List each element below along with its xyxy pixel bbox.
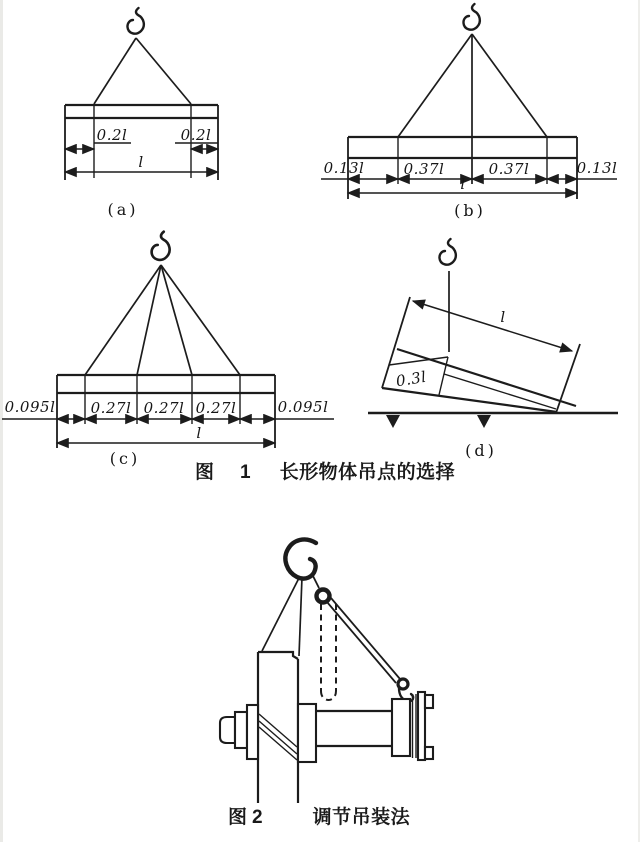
shaft-assembly (220, 692, 433, 762)
figure1-sub-b (321, 4, 617, 220)
wedge-line (259, 721, 297, 754)
dim-label-a-total: l (138, 153, 144, 171)
sling-leg-left (262, 578, 299, 651)
sub-figure-label-d: (d) (465, 441, 497, 460)
wedge-line (259, 727, 297, 760)
figure1-caption-prefix: 图 (195, 462, 215, 483)
sling-line (398, 34, 472, 137)
dim-label-c-end-right: 0.095l (277, 398, 329, 416)
crane-hook-icon-large (285, 539, 316, 578)
crane-hook-icon-b (463, 4, 479, 30)
bearing-block (392, 699, 410, 756)
figure1-caption-number: 1 (240, 462, 251, 483)
hidden-sling-loop (321, 604, 336, 700)
dim-label-c-total: l (196, 424, 202, 442)
dim-label-b-mid-left: 0.37l (403, 160, 445, 178)
dim-label-b-end-left: 0.13l (323, 159, 365, 177)
sling-leg-vertical (299, 577, 302, 656)
wedge-line (259, 714, 297, 747)
end-cap-tab-top (425, 695, 433, 708)
sub-figure-label-c: (c) (109, 449, 141, 468)
dim-label-d-sling: 0.3l (394, 367, 428, 391)
lifting-ring-icon (317, 590, 330, 603)
figure2-caption-number: 2 (252, 807, 263, 828)
figure2-caption-prefix: 图 (228, 807, 248, 828)
figure1-sub-c (2, 232, 334, 468)
vertical-column (258, 652, 298, 803)
tilted-beam-d (382, 297, 580, 413)
sling-line (472, 34, 547, 137)
left-flange (247, 705, 258, 759)
dim-label-d-total: l (500, 308, 506, 326)
hook-link (312, 574, 319, 588)
end-nut (220, 717, 235, 743)
sub-figure-label-b: (b) (454, 201, 486, 220)
end-cap-tab-bottom (425, 747, 433, 759)
dim-label-a-left: 0.2l (96, 126, 128, 144)
crane-hook-icon-a (127, 8, 143, 34)
figure1-sub-d (368, 239, 618, 460)
dim-label-c-end-left: 0.095l (4, 398, 56, 416)
dim-line-total-d (413, 301, 572, 351)
crane-hook-icon-d (439, 239, 455, 265)
nut-collar (235, 712, 247, 748)
dim-label-c-seg1: 0.27l (90, 399, 132, 417)
ground-support-marker (386, 415, 400, 428)
sling-line (161, 265, 192, 375)
sling-line (161, 265, 240, 375)
sub-figure-label-a: (a) (107, 200, 139, 219)
figure1-caption (195, 463, 455, 483)
dim-label-b-mid-right: 0.37l (488, 160, 530, 178)
turnbuckle (327, 598, 413, 701)
dim-label-c-seg2: 0.27l (143, 399, 185, 417)
ground-support-marker (477, 415, 491, 428)
dim-label-b-total: l (460, 175, 466, 193)
crane-hook-icon-c (152, 232, 170, 260)
sling-line (94, 38, 136, 104)
figure2-drawing (220, 539, 433, 803)
right-flange (298, 704, 316, 762)
figure1-caption-title: 长形物体吊点的选择 (279, 462, 456, 483)
figure1-sub-a (65, 8, 218, 219)
dim-label-c-seg3: 0.27l (195, 399, 237, 417)
dim-label-a-right: 0.2l (180, 126, 212, 144)
sling-line (136, 38, 191, 104)
dim-label-b-end-right: 0.13l (576, 159, 618, 177)
figure2-caption (228, 808, 410, 828)
figure2-caption-title: 调节吊装法 (312, 807, 411, 828)
